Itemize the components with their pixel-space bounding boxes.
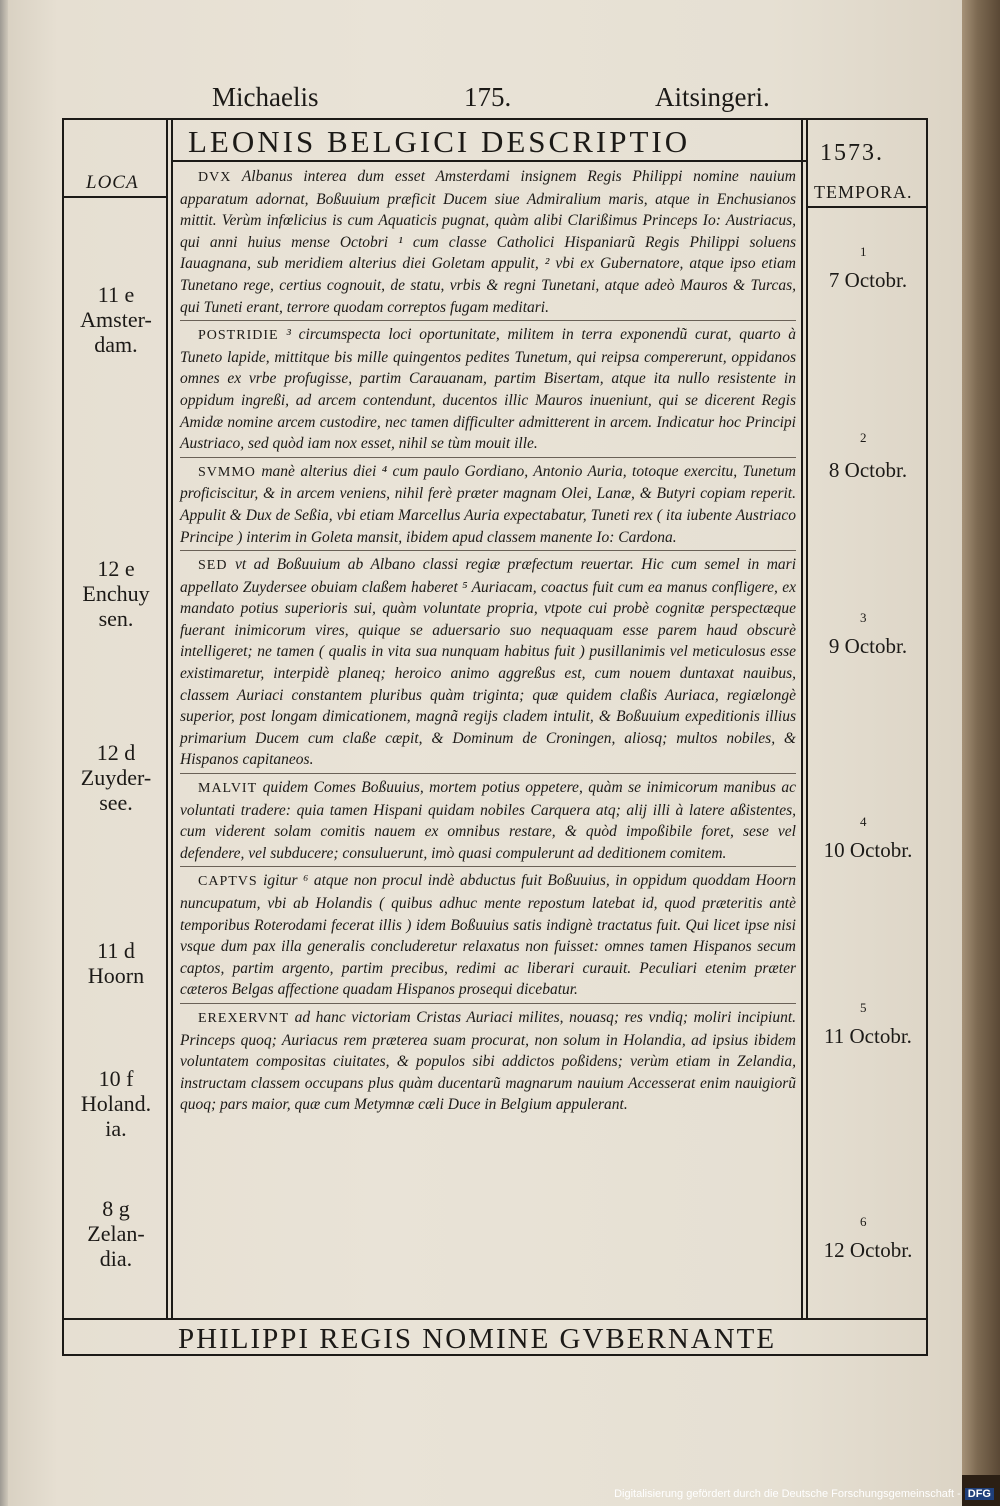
paragraph-text: igitur ⁶ atque non procul indè abductus fuit Boßuuius, in oppidum quoddam Hoorn nuncupatum, vbi ab Holandis ( quibus adhuc mente repostum latebat id, quod præteritis antè temporibus Roterodami fecerat illis ) idem Boßuuius satis indignè tractatus fuit. Qui licet ipse nisi vsque dum pax illa generalis concluderetur relaxatus non fuisset: omnes tamen Hispanos secum captos, partim argento, partim precibus, redimi ac liberari curauit. Peculiari etenim præter cæteros Belgas affectione quadam Hispanos prosequi dicebatur. xyxy=(180,872,796,999)
tempora-column-header: TEMPORA. xyxy=(814,182,913,202)
place-line: Hoorn xyxy=(87,963,145,988)
date-entry: 12 Octobr. xyxy=(823,1238,913,1262)
date-note-number: 4 xyxy=(860,814,867,829)
paragraph-lead: MALVIT xyxy=(198,781,258,797)
place-line: Zelan- xyxy=(87,1221,145,1246)
paragraph-lead: POSTRIDIE xyxy=(198,328,279,344)
paragraph-rule xyxy=(180,550,796,552)
frame-rule xyxy=(806,206,928,208)
date-note-number: 1 xyxy=(860,244,867,259)
paragraph-rule xyxy=(180,457,796,459)
paragraph xyxy=(180,166,796,318)
year-label: 1573. xyxy=(820,140,884,166)
place-line: 8 g xyxy=(102,1196,130,1221)
place-line: Enchuy xyxy=(82,581,150,606)
place-note xyxy=(66,740,166,815)
frame-rule xyxy=(801,118,803,1318)
place-line: 11 d xyxy=(97,938,135,963)
frame-rule xyxy=(806,118,808,1318)
place-note xyxy=(66,1196,166,1271)
paragraph-lead: DVX xyxy=(198,170,232,185)
place-note xyxy=(66,938,166,988)
paragraph-text: manè alterius diei ⁴ cum paulo Gordiano, Antonio Auria, totoque exercitu, Tunetum proficiscitur, & in arcem veniens, nihil ferè præter magnam Olei, Lanæ, & Butyri copiam reperit. Appulit & Dux de Seßia, vbi etiam Marcellus Auria expectabatur, Tuneti rex ( ita iubente Austriaco Principe ) interim in Goleta mansit, ibidem apud classem manente Io: Cardona. xyxy=(180,462,796,546)
frame-rule xyxy=(62,1318,928,1320)
place-line: sen. xyxy=(98,606,134,631)
paragraph-lead: SVMMO xyxy=(198,464,256,480)
date-note-number: 6 xyxy=(860,1214,867,1229)
loca-column-header: LOCA xyxy=(86,172,139,193)
place-line: dia. xyxy=(99,1246,133,1271)
paragraph-lead: SED xyxy=(198,558,228,574)
paragraph-text: quidem Comes Boßuuius, mortem potius oppetere, quàm se inimicorum manibus ac voluntati tradere: quia tamen Hispani quidam nobiles Carquera atq; alij illi à latere aßistentes, cum viderent solam comitis nauem ex omnibus restare, & quòd impoßibile foret, sese vel defendere, vel subducere; consuluerunt, imò quasi compulerunt ad deditionem comitem. xyxy=(180,779,796,862)
date-entry: 11 Octobr. xyxy=(824,1024,912,1048)
place-line: Holand. xyxy=(80,1091,152,1116)
page-title: LEONIS BELGICI DESCRIPTIO xyxy=(188,124,691,159)
place-line: ia. xyxy=(105,1116,127,1141)
frame-rule xyxy=(62,196,166,198)
place-line: 10 f xyxy=(98,1066,134,1091)
place-note xyxy=(66,556,166,631)
paragraph xyxy=(180,461,796,548)
page-number: 175. xyxy=(464,82,512,112)
place-note xyxy=(66,1066,166,1141)
date-note-number: 5 xyxy=(860,1000,867,1015)
running-head-right: Aitsingeri. xyxy=(655,82,770,112)
digitalisation-credit xyxy=(614,1488,994,1500)
date-entry: 8 Octobr. xyxy=(828,458,908,482)
place-note xyxy=(66,282,166,357)
running-head-left: Michaelis xyxy=(212,82,319,112)
place-line: dam. xyxy=(94,332,138,357)
paragraph-rule xyxy=(180,320,796,322)
place-line: Zuyder- xyxy=(80,765,152,790)
paragraph-lead: CAPTVS xyxy=(198,874,258,890)
place-line: 12 d xyxy=(96,740,136,765)
paragraph xyxy=(180,554,796,771)
footer-title: PHILIPPI REGIS NOMINE GVBERNANTE xyxy=(178,1323,777,1355)
date-entry: 10 Octobr. xyxy=(823,838,913,862)
paragraph xyxy=(180,777,796,864)
frame-rule xyxy=(171,118,173,1318)
frame-rule xyxy=(166,118,168,1318)
date-note-number: 2 xyxy=(860,430,867,445)
dfg-logo: DFG xyxy=(965,1488,994,1500)
paragraph-text: Albanus interea dum esset Amsterdami insignem Regis Philippi nomine nauium apparatum adornat, Boßuuium præficit Ducem siue Admiralium maris, atque in Enchusianos mittit. Verùm infœlicius is cum Aquaticis pugnat, quàm alibi Clarißimus Princeps Io: Austriacus, qui anni huius mense Octobri ¹ cum classe Catholici Hispaniarũ Regis Philippi soluens Iauagnana, sub meridiem alterius diei Goletam appulit, ² vbi ex Gubernatore, atque ipso etiam Tunetano rege, certius cognouit, de statu, vrbis & regni Tunetani, atque adeò Mauros & Turcas, qui Tuneti erant, terrore quodam correptos fugam meditari. xyxy=(180,168,796,316)
paragraph-text: ad hanc victoriam Cristas Auriaci milites, nouasq; res vndiq; moliri incipiunt. Princeps quoq; Auriacus rem præterea suam procurat, non solum in Holandia, ad ipsius ibidem voluntatem compositas ciuitates, & populos sibi addictos poßidens; verùm etiam in Zelandia, instructam classem occupans plus quàm ducentarũ magnarum nauium Accesserat enim nauigiorũ quoq; pars maior, quæ cum Metymnæ cæli Duce in Belgium appulerant. xyxy=(180,1008,797,1114)
digitalisation-text: Digitalisierung gefördert durch die Deutsche Forschungsgemeinschaft - xyxy=(614,1488,961,1500)
date-note-number: 3 xyxy=(860,610,867,625)
page-edge xyxy=(0,0,8,1506)
place-line: 12 e xyxy=(97,556,135,581)
paragraph xyxy=(180,870,796,1001)
place-line: see. xyxy=(99,790,133,815)
book-gutter xyxy=(962,0,1000,1475)
paragraph xyxy=(180,324,796,455)
paragraph-rule xyxy=(180,773,796,775)
body-text xyxy=(180,166,796,1116)
place-line: Amster- xyxy=(80,307,152,332)
date-entry: 7 Octobr. xyxy=(828,268,908,292)
paragraph xyxy=(180,1007,796,1116)
paragraph-lead: EREXERVNT xyxy=(198,1010,290,1026)
paragraph-rule xyxy=(180,866,796,868)
paragraph-rule xyxy=(180,1003,796,1005)
paragraph-text: ³ circumspecta loci oportunitate, militem in terra exponendũ curat, quarto à Tuneto lapide, mittitque bis mille quingentos pedites Tunetum, qui reipsa compererunt, oppidanos omnes ex vrbe profugisse, partim Carauanam, partim Bisertam, atque ita nullo resistente in oppidum ingreßi, ad arcem contendunt, ducentos illic Mauros inueniunt, qui se dicerent Regis Amidæ nomine arcem custodire, nec tamen difficulter admitterent in arcem. Indicatur hoc Principi Austriaco, sed quòd iam nox esset, nihil se tùm mouit ille. xyxy=(180,326,797,453)
date-entry: 9 Octobr. xyxy=(828,634,908,658)
place-line: 11 e xyxy=(97,282,135,307)
frame-rule xyxy=(171,160,806,162)
paragraph-text: vt ad Boßuuium ab Albano classi regiæ præfectum reuertar. Hic cum semel in mari appellato Zuydersee obuiam claßem haberet ⁵ Auriacam, coactus fuit cum ea manus confligere, ex mandato potius superioris sui, quàm voluntate propria, vtpote cui probè cognitæ perspectæque fuerant inimicorum vires, quique se aduersario suo nequaquam esse parem haud obscurè intelligeret; ne tamen ( qualis in vita sua nunquam habitus fuit ) pusillanimis vel meticulosus esse existimaretur, interpidè planeq; heroico animo aggreßus est, cum nouem duntaxat nauibus, classem Auriaci constantem pluribus quàm triginta; quæ quidem claßis Auriaca, regiælongè superior, post longam dimicationem, magnã regijs cladem intulit, & Boßuuium expeditionis illius primarium Ducem cum claße cæpit, & Dominum de Croningen, aliosq; multos nobiles, & Hispanos capitaneos. xyxy=(180,556,797,769)
